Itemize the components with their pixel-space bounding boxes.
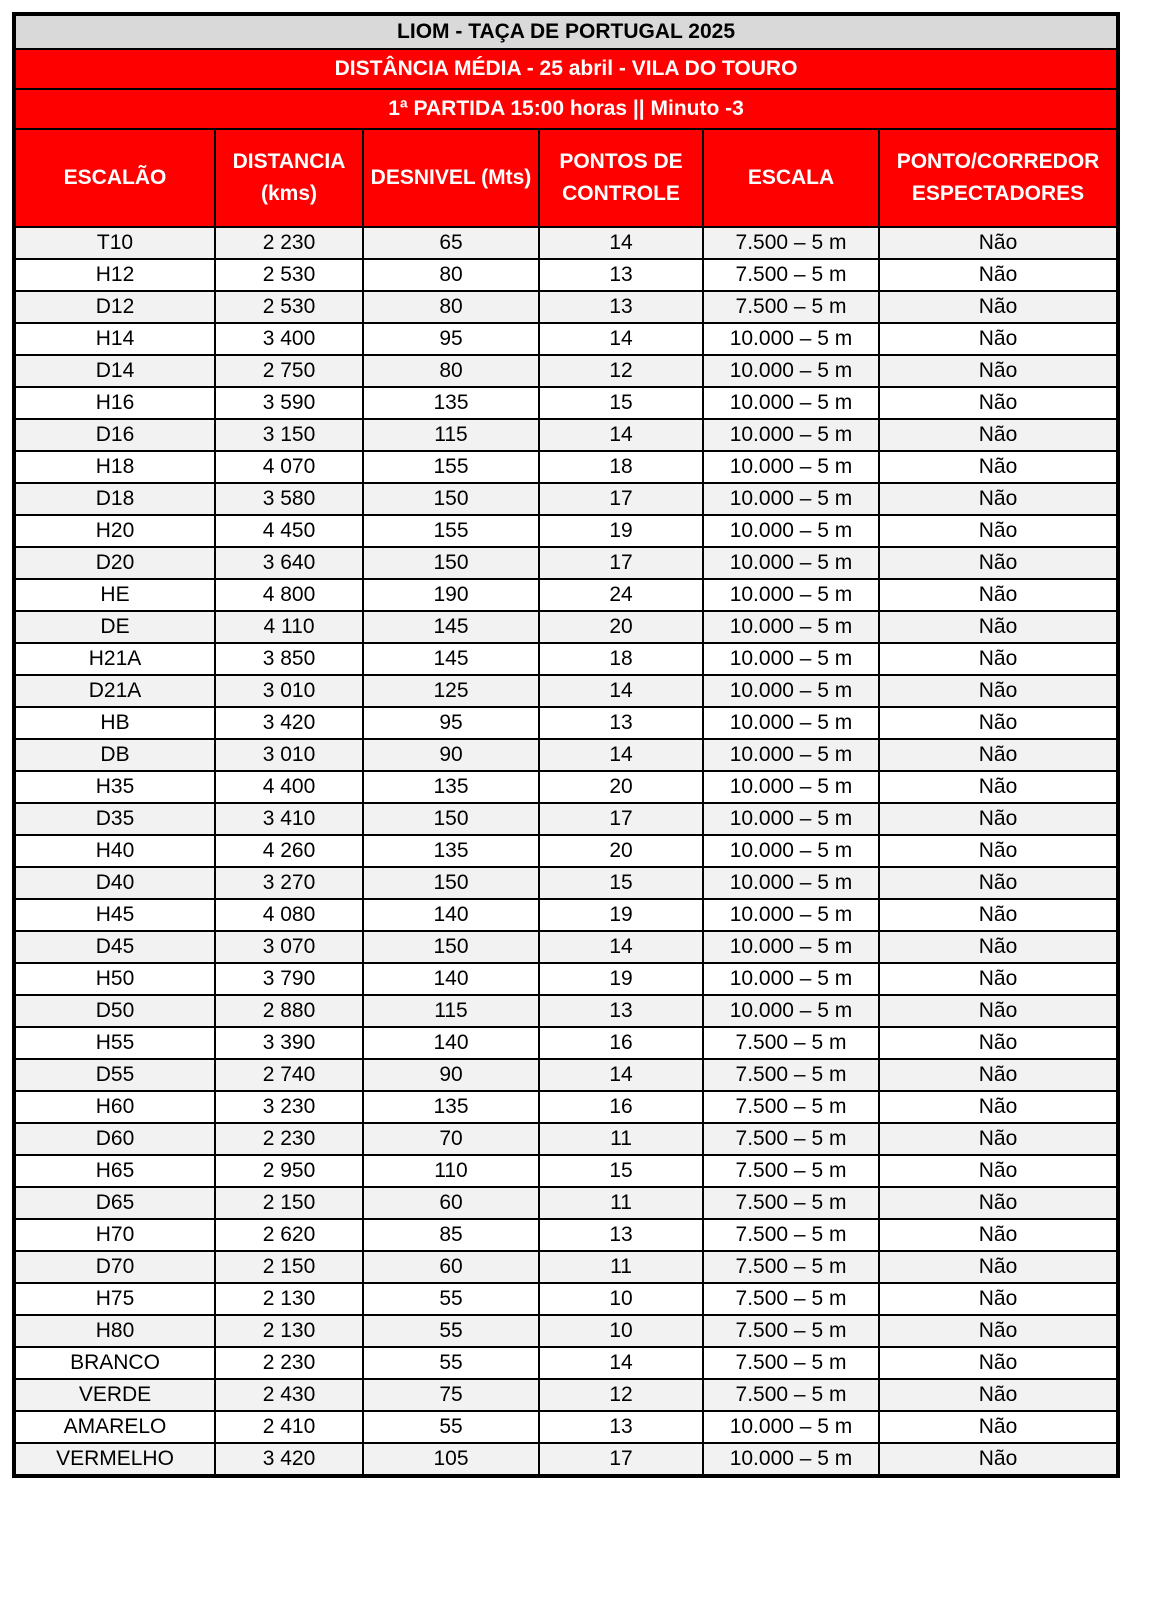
cell-escalao: VERMELHO bbox=[14, 1443, 215, 1476]
cell-pontos: 17 bbox=[539, 1443, 703, 1476]
cell-escalao: D40 bbox=[14, 867, 215, 899]
cell-desnivel: 90 bbox=[363, 1059, 539, 1091]
cell-escala: 10.000 – 5 m bbox=[703, 355, 879, 387]
cell-espectadores: Não bbox=[879, 483, 1118, 515]
cell-pontos: 20 bbox=[539, 835, 703, 867]
cell-escalao: D21A bbox=[14, 675, 215, 707]
cell-pontos: 18 bbox=[539, 451, 703, 483]
table-row bbox=[14, 1059, 1118, 1091]
cell-escala: 7.500 – 5 m bbox=[703, 1155, 879, 1187]
cell-distancia: 2 620 bbox=[215, 1219, 363, 1251]
cell-espectadores: Não bbox=[879, 611, 1118, 643]
cell-escalao: D35 bbox=[14, 803, 215, 835]
cell-desnivel: 140 bbox=[363, 1027, 539, 1059]
cell-distancia: 3 420 bbox=[215, 1443, 363, 1476]
cell-escala: 7.500 – 5 m bbox=[703, 1379, 879, 1411]
cell-pontos: 14 bbox=[539, 323, 703, 355]
cell-pontos: 14 bbox=[539, 739, 703, 771]
table-row bbox=[14, 1091, 1118, 1123]
cell-escala: 10.000 – 5 m bbox=[703, 1411, 879, 1443]
cell-escala: 10.000 – 5 m bbox=[703, 611, 879, 643]
cell-pontos: 18 bbox=[539, 643, 703, 675]
cell-espectadores: Não bbox=[879, 739, 1118, 771]
cell-escala: 7.500 – 5 m bbox=[703, 1219, 879, 1251]
cell-desnivel: 80 bbox=[363, 355, 539, 387]
cell-escalao: D18 bbox=[14, 483, 215, 515]
cell-pontos: 14 bbox=[539, 1059, 703, 1091]
cell-espectadores: Não bbox=[879, 1251, 1118, 1283]
cell-pontos: 11 bbox=[539, 1187, 703, 1219]
cell-desnivel: 150 bbox=[363, 931, 539, 963]
column-header-desnivel: DESNIVEL (Mts) bbox=[363, 129, 539, 227]
cell-desnivel: 95 bbox=[363, 323, 539, 355]
table-row bbox=[14, 451, 1118, 483]
cell-distancia: 2 150 bbox=[215, 1251, 363, 1283]
table-row bbox=[14, 931, 1118, 963]
cell-escala: 10.000 – 5 m bbox=[703, 419, 879, 451]
cell-escala: 7.500 – 5 m bbox=[703, 1027, 879, 1059]
cell-distancia: 3 640 bbox=[215, 547, 363, 579]
cell-pontos: 16 bbox=[539, 1091, 703, 1123]
cell-espectadores: Não bbox=[879, 803, 1118, 835]
cell-espectadores: Não bbox=[879, 1219, 1118, 1251]
document-title: LIOM - TAÇA DE PORTUGAL 2025 bbox=[14, 14, 1118, 49]
cell-desnivel: 80 bbox=[363, 291, 539, 323]
cell-distancia: 2 530 bbox=[215, 259, 363, 291]
cell-espectadores: Não bbox=[879, 1123, 1118, 1155]
cell-espectadores: Não bbox=[879, 547, 1118, 579]
cell-pontos: 17 bbox=[539, 547, 703, 579]
cell-espectadores: Não bbox=[879, 995, 1118, 1027]
start-info: 1ª PARTIDA 15:00 horas || Minuto -3 bbox=[14, 89, 1118, 129]
cell-espectadores: Não bbox=[879, 1059, 1118, 1091]
cell-distancia: 2 950 bbox=[215, 1155, 363, 1187]
cell-desnivel: 125 bbox=[363, 675, 539, 707]
column-header-escala: ESCALA bbox=[703, 129, 879, 227]
cell-pontos: 19 bbox=[539, 963, 703, 995]
cell-desnivel: 135 bbox=[363, 835, 539, 867]
cell-desnivel: 55 bbox=[363, 1347, 539, 1379]
cell-pontos: 13 bbox=[539, 1219, 703, 1251]
course-table bbox=[12, 12, 1120, 1478]
cell-escalao: D55 bbox=[14, 1059, 215, 1091]
cell-espectadores: Não bbox=[879, 963, 1118, 995]
cell-escalao: AMARELO bbox=[14, 1411, 215, 1443]
cell-distancia: 2 230 bbox=[215, 227, 363, 259]
cell-escala: 10.000 – 5 m bbox=[703, 867, 879, 899]
cell-distancia: 3 410 bbox=[215, 803, 363, 835]
cell-pontos: 14 bbox=[539, 1347, 703, 1379]
cell-escala: 10.000 – 5 m bbox=[703, 675, 879, 707]
cell-distancia: 3 010 bbox=[215, 675, 363, 707]
cell-escalao: D60 bbox=[14, 1123, 215, 1155]
cell-pontos: 13 bbox=[539, 707, 703, 739]
cell-escala: 10.000 – 5 m bbox=[703, 995, 879, 1027]
cell-escala: 10.000 – 5 m bbox=[703, 707, 879, 739]
cell-espectadores: Não bbox=[879, 259, 1118, 291]
cell-distancia: 4 260 bbox=[215, 835, 363, 867]
cell-escala: 10.000 – 5 m bbox=[703, 739, 879, 771]
cell-escala: 7.500 – 5 m bbox=[703, 291, 879, 323]
cell-escala: 7.500 – 5 m bbox=[703, 1283, 879, 1315]
cell-escalao: VERDE bbox=[14, 1379, 215, 1411]
column-header-distancia: DISTANCIA (kms) bbox=[215, 129, 363, 227]
cell-escalao: H60 bbox=[14, 1091, 215, 1123]
cell-escalao: D16 bbox=[14, 419, 215, 451]
cell-desnivel: 140 bbox=[363, 963, 539, 995]
cell-escala: 10.000 – 5 m bbox=[703, 771, 879, 803]
cell-escala: 7.500 – 5 m bbox=[703, 1123, 879, 1155]
cell-espectadores: Não bbox=[879, 1027, 1118, 1059]
cell-desnivel: 115 bbox=[363, 419, 539, 451]
cell-espectadores: Não bbox=[879, 387, 1118, 419]
table-row bbox=[14, 1379, 1118, 1411]
cell-escalao: H40 bbox=[14, 835, 215, 867]
table-row bbox=[14, 1027, 1118, 1059]
cell-pontos: 15 bbox=[539, 867, 703, 899]
table-row bbox=[14, 963, 1118, 995]
cell-escala: 7.500 – 5 m bbox=[703, 1059, 879, 1091]
cell-espectadores: Não bbox=[879, 643, 1118, 675]
cell-desnivel: 90 bbox=[363, 739, 539, 771]
table-row bbox=[14, 739, 1118, 771]
table-row bbox=[14, 419, 1118, 451]
table-row bbox=[14, 1187, 1118, 1219]
table-row bbox=[14, 579, 1118, 611]
cell-desnivel: 55 bbox=[363, 1283, 539, 1315]
cell-distancia: 3 850 bbox=[215, 643, 363, 675]
cell-desnivel: 150 bbox=[363, 867, 539, 899]
table-row bbox=[14, 515, 1118, 547]
cell-pontos: 17 bbox=[539, 483, 703, 515]
cell-escalao: DB bbox=[14, 739, 215, 771]
cell-pontos: 12 bbox=[539, 355, 703, 387]
cell-desnivel: 150 bbox=[363, 483, 539, 515]
cell-desnivel: 135 bbox=[363, 387, 539, 419]
cell-pontos: 15 bbox=[539, 1155, 703, 1187]
cell-distancia: 2 410 bbox=[215, 1411, 363, 1443]
column-header-espectadores: PONTO/CORREDOR ESPECTADORES bbox=[879, 129, 1118, 227]
cell-distancia: 2 430 bbox=[215, 1379, 363, 1411]
cell-escala: 10.000 – 5 m bbox=[703, 323, 879, 355]
table-row bbox=[14, 867, 1118, 899]
cell-espectadores: Não bbox=[879, 1315, 1118, 1347]
cell-espectadores: Não bbox=[879, 451, 1118, 483]
cell-escalao: H21A bbox=[14, 643, 215, 675]
cell-desnivel: 115 bbox=[363, 995, 539, 1027]
cell-pontos: 13 bbox=[539, 1411, 703, 1443]
cell-pontos: 14 bbox=[539, 675, 703, 707]
cell-escalao: H35 bbox=[14, 771, 215, 803]
table-row bbox=[14, 1315, 1118, 1347]
cell-distancia: 2 130 bbox=[215, 1283, 363, 1315]
cell-espectadores: Não bbox=[879, 867, 1118, 899]
cell-pontos: 19 bbox=[539, 515, 703, 547]
cell-pontos: 14 bbox=[539, 419, 703, 451]
cell-escalao: H45 bbox=[14, 899, 215, 931]
cell-escala: 10.000 – 5 m bbox=[703, 803, 879, 835]
table-row bbox=[14, 707, 1118, 739]
cell-escalao: T10 bbox=[14, 227, 215, 259]
cell-distancia: 2 750 bbox=[215, 355, 363, 387]
cell-pontos: 10 bbox=[539, 1315, 703, 1347]
cell-espectadores: Não bbox=[879, 1347, 1118, 1379]
cell-escalao: H20 bbox=[14, 515, 215, 547]
cell-espectadores: Não bbox=[879, 931, 1118, 963]
cell-escalao: D20 bbox=[14, 547, 215, 579]
cell-espectadores: Não bbox=[879, 835, 1118, 867]
column-header-pontos: PONTOS DE CONTROLE bbox=[539, 129, 703, 227]
cell-distancia: 3 400 bbox=[215, 323, 363, 355]
table-row bbox=[14, 323, 1118, 355]
cell-escalao: H75 bbox=[14, 1283, 215, 1315]
cell-escala: 10.000 – 5 m bbox=[703, 515, 879, 547]
cell-desnivel: 55 bbox=[363, 1411, 539, 1443]
cell-pontos: 10 bbox=[539, 1283, 703, 1315]
cell-pontos: 11 bbox=[539, 1123, 703, 1155]
table-row bbox=[14, 291, 1118, 323]
cell-escala: 10.000 – 5 m bbox=[703, 451, 879, 483]
cell-espectadores: Não bbox=[879, 707, 1118, 739]
cell-distancia: 3 390 bbox=[215, 1027, 363, 1059]
cell-escala: 10.000 – 5 m bbox=[703, 899, 879, 931]
cell-desnivel: 65 bbox=[363, 227, 539, 259]
table-row bbox=[14, 1219, 1118, 1251]
cell-espectadores: Não bbox=[879, 323, 1118, 355]
cell-distancia: 2 150 bbox=[215, 1187, 363, 1219]
cell-pontos: 14 bbox=[539, 931, 703, 963]
cell-escalao: HE bbox=[14, 579, 215, 611]
cell-escalao: DE bbox=[14, 611, 215, 643]
cell-desnivel: 155 bbox=[363, 515, 539, 547]
table-row bbox=[14, 227, 1118, 259]
cell-distancia: 3 580 bbox=[215, 483, 363, 515]
cell-escala: 7.500 – 5 m bbox=[703, 259, 879, 291]
cell-escalao: H16 bbox=[14, 387, 215, 419]
cell-escalao: D70 bbox=[14, 1251, 215, 1283]
cell-desnivel: 135 bbox=[363, 1091, 539, 1123]
cell-escala: 7.500 – 5 m bbox=[703, 227, 879, 259]
cell-distancia: 2 530 bbox=[215, 291, 363, 323]
cell-pontos: 19 bbox=[539, 899, 703, 931]
cell-escalao: D50 bbox=[14, 995, 215, 1027]
table-row bbox=[14, 995, 1118, 1027]
cell-escalao: D45 bbox=[14, 931, 215, 963]
cell-escala: 10.000 – 5 m bbox=[703, 643, 879, 675]
cell-desnivel: 60 bbox=[363, 1251, 539, 1283]
cell-escalao: BRANCO bbox=[14, 1347, 215, 1379]
cell-distancia: 2 880 bbox=[215, 995, 363, 1027]
cell-desnivel: 145 bbox=[363, 611, 539, 643]
cell-escala: 7.500 – 5 m bbox=[703, 1251, 879, 1283]
cell-distancia: 4 070 bbox=[215, 451, 363, 483]
cell-distancia: 2 130 bbox=[215, 1315, 363, 1347]
column-header-escalao: ESCALÃO bbox=[14, 129, 215, 227]
cell-desnivel: 75 bbox=[363, 1379, 539, 1411]
cell-escalao: D65 bbox=[14, 1187, 215, 1219]
cell-desnivel: 145 bbox=[363, 643, 539, 675]
cell-distancia: 3 070 bbox=[215, 931, 363, 963]
cell-pontos: 24 bbox=[539, 579, 703, 611]
cell-espectadores: Não bbox=[879, 1443, 1118, 1476]
cell-escala: 10.000 – 5 m bbox=[703, 579, 879, 611]
cell-desnivel: 155 bbox=[363, 451, 539, 483]
cell-distancia: 3 590 bbox=[215, 387, 363, 419]
table-row bbox=[14, 643, 1118, 675]
cell-distancia: 3 270 bbox=[215, 867, 363, 899]
cell-espectadores: Não bbox=[879, 579, 1118, 611]
cell-distancia: 4 110 bbox=[215, 611, 363, 643]
cell-desnivel: 110 bbox=[363, 1155, 539, 1187]
cell-espectadores: Não bbox=[879, 1091, 1118, 1123]
cell-escalao: H80 bbox=[14, 1315, 215, 1347]
table-row bbox=[14, 611, 1118, 643]
table-row bbox=[14, 899, 1118, 931]
cell-desnivel: 55 bbox=[363, 1315, 539, 1347]
cell-pontos: 13 bbox=[539, 259, 703, 291]
cell-desnivel: 150 bbox=[363, 803, 539, 835]
column-header-row bbox=[14, 129, 1118, 227]
table-row bbox=[14, 1123, 1118, 1155]
cell-escala: 10.000 – 5 m bbox=[703, 547, 879, 579]
cell-escalao: H65 bbox=[14, 1155, 215, 1187]
cell-distancia: 4 400 bbox=[215, 771, 363, 803]
table-row bbox=[14, 355, 1118, 387]
cell-distancia: 3 790 bbox=[215, 963, 363, 995]
cell-pontos: 13 bbox=[539, 291, 703, 323]
cell-espectadores: Não bbox=[879, 675, 1118, 707]
cell-desnivel: 60 bbox=[363, 1187, 539, 1219]
cell-pontos: 16 bbox=[539, 1027, 703, 1059]
cell-escalao: D12 bbox=[14, 291, 215, 323]
table-row bbox=[14, 387, 1118, 419]
cell-desnivel: 85 bbox=[363, 1219, 539, 1251]
table-row bbox=[14, 675, 1118, 707]
cell-espectadores: Não bbox=[879, 291, 1118, 323]
cell-espectadores: Não bbox=[879, 355, 1118, 387]
table-row bbox=[14, 1251, 1118, 1283]
cell-desnivel: 190 bbox=[363, 579, 539, 611]
cell-escala: 10.000 – 5 m bbox=[703, 931, 879, 963]
cell-desnivel: 80 bbox=[363, 259, 539, 291]
cell-pontos: 20 bbox=[539, 611, 703, 643]
cell-distancia: 2 740 bbox=[215, 1059, 363, 1091]
cell-escala: 10.000 – 5 m bbox=[703, 963, 879, 995]
cell-pontos: 12 bbox=[539, 1379, 703, 1411]
table-row bbox=[14, 1347, 1118, 1379]
cell-distancia: 3 010 bbox=[215, 739, 363, 771]
cell-desnivel: 135 bbox=[363, 771, 539, 803]
cell-distancia: 2 230 bbox=[215, 1123, 363, 1155]
cell-espectadores: Não bbox=[879, 899, 1118, 931]
table-row bbox=[14, 771, 1118, 803]
cell-escala: 7.500 – 5 m bbox=[703, 1091, 879, 1123]
cell-pontos: 11 bbox=[539, 1251, 703, 1283]
cell-desnivel: 70 bbox=[363, 1123, 539, 1155]
cell-escalao: H18 bbox=[14, 451, 215, 483]
cell-escalao: HB bbox=[14, 707, 215, 739]
cell-espectadores: Não bbox=[879, 1283, 1118, 1315]
cell-escala: 7.500 – 5 m bbox=[703, 1187, 879, 1219]
cell-desnivel: 140 bbox=[363, 899, 539, 931]
cell-escala: 10.000 – 5 m bbox=[703, 835, 879, 867]
cell-escalao: H14 bbox=[14, 323, 215, 355]
cell-escala: 10.000 – 5 m bbox=[703, 1443, 879, 1476]
table-row bbox=[14, 803, 1118, 835]
cell-distancia: 3 420 bbox=[215, 707, 363, 739]
cell-escalao: H55 bbox=[14, 1027, 215, 1059]
table-body bbox=[14, 227, 1118, 1476]
cell-escalao: H70 bbox=[14, 1219, 215, 1251]
cell-distancia: 4 800 bbox=[215, 579, 363, 611]
cell-pontos: 20 bbox=[539, 771, 703, 803]
cell-distancia: 3 150 bbox=[215, 419, 363, 451]
cell-escala: 7.500 – 5 m bbox=[703, 1315, 879, 1347]
cell-espectadores: Não bbox=[879, 515, 1118, 547]
event-subtitle: DISTÂNCIA MÉDIA - 25 abril - VILA DO TOURO bbox=[14, 49, 1118, 89]
cell-distancia: 4 080 bbox=[215, 899, 363, 931]
cell-espectadores: Não bbox=[879, 419, 1118, 451]
cell-espectadores: Não bbox=[879, 1379, 1118, 1411]
cell-desnivel: 150 bbox=[363, 547, 539, 579]
table-row bbox=[14, 1283, 1118, 1315]
cell-distancia: 4 450 bbox=[215, 515, 363, 547]
cell-distancia: 3 230 bbox=[215, 1091, 363, 1123]
cell-espectadores: Não bbox=[879, 1155, 1118, 1187]
cell-espectadores: Não bbox=[879, 1187, 1118, 1219]
cell-pontos: 15 bbox=[539, 387, 703, 419]
cell-pontos: 14 bbox=[539, 227, 703, 259]
cell-espectadores: Não bbox=[879, 227, 1118, 259]
table-row bbox=[14, 547, 1118, 579]
table-row bbox=[14, 1155, 1118, 1187]
cell-pontos: 17 bbox=[539, 803, 703, 835]
table-row bbox=[14, 1411, 1118, 1443]
cell-escalao: H12 bbox=[14, 259, 215, 291]
table-row bbox=[14, 483, 1118, 515]
cell-espectadores: Não bbox=[879, 771, 1118, 803]
cell-distancia: 2 230 bbox=[215, 1347, 363, 1379]
cell-escala: 10.000 – 5 m bbox=[703, 483, 879, 515]
cell-desnivel: 105 bbox=[363, 1443, 539, 1476]
cell-escalao: H50 bbox=[14, 963, 215, 995]
cell-escalao: D14 bbox=[14, 355, 215, 387]
table-row bbox=[14, 259, 1118, 291]
table-row bbox=[14, 1443, 1118, 1476]
cell-desnivel: 95 bbox=[363, 707, 539, 739]
cell-escala: 7.500 – 5 m bbox=[703, 1347, 879, 1379]
cell-espectadores: Não bbox=[879, 1411, 1118, 1443]
cell-pontos: 13 bbox=[539, 995, 703, 1027]
cell-escala: 10.000 – 5 m bbox=[703, 387, 879, 419]
table-row bbox=[14, 835, 1118, 867]
